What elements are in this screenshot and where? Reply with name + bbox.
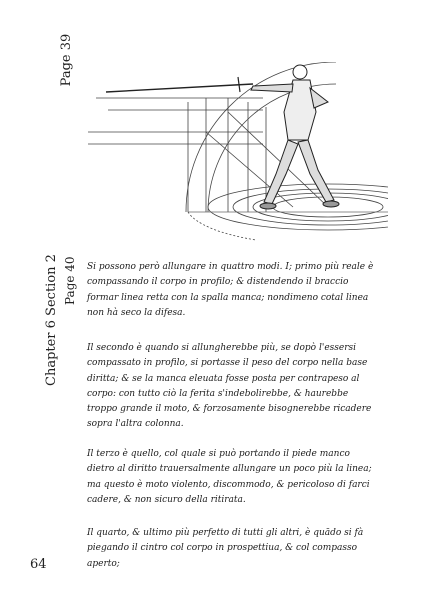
paragraph: Si possono però allungare in quattro modi. I; primo più reale è compassando il corpo in profilo; & distendendo il braccio formar linea retta con la spalla manca; nondimeno cotal linea non hà seco la difesa. xyxy=(87,262,374,318)
fencer-arm xyxy=(251,84,293,92)
fencer-illustration xyxy=(88,62,388,262)
sword-blade xyxy=(106,84,253,92)
paragraph: Il quarto, & ultimo più perfetto di tutti gli altri, è quādo si fà piegando il cintro col corpo in prospettiua, & col compasso aperto; xyxy=(87,528,364,569)
page-number: 64 xyxy=(30,557,47,572)
fencer-rear-foot xyxy=(323,201,339,207)
margin-page-label-lower: Page 40 xyxy=(63,256,77,305)
chapter-section-label: Chapter 6 Section 2 xyxy=(44,254,59,386)
fencer-head xyxy=(293,65,307,79)
fencer-rear-leg xyxy=(298,140,334,202)
fencer-front-foot xyxy=(260,203,276,209)
base-ellipse xyxy=(208,184,388,230)
paragraph: Il secondo è quando si allungherebbe più, se dopò l'essersi compassato in profilo, si portasse il peso del corpo nella base diritta; & se la manca eleuata fosse posta per contrapeso al corpo: con tutto ciò la ferita s'indebolirebbe, & haurebbe troppo grande il moto, & forzosamente bisognerebbe ricadere sopra l'altra colonna. xyxy=(87,343,372,430)
margin-page-label: Page 39 xyxy=(59,33,74,87)
paragraph: Il terzo è quello, col quale si può portando il piede manco dietro al diritto trauersalmente allungare un poco più la linea; ma questo è moto violento, discommodo, & pericoloso di farci cadere, & non sicuro della ritirata. xyxy=(87,449,372,505)
